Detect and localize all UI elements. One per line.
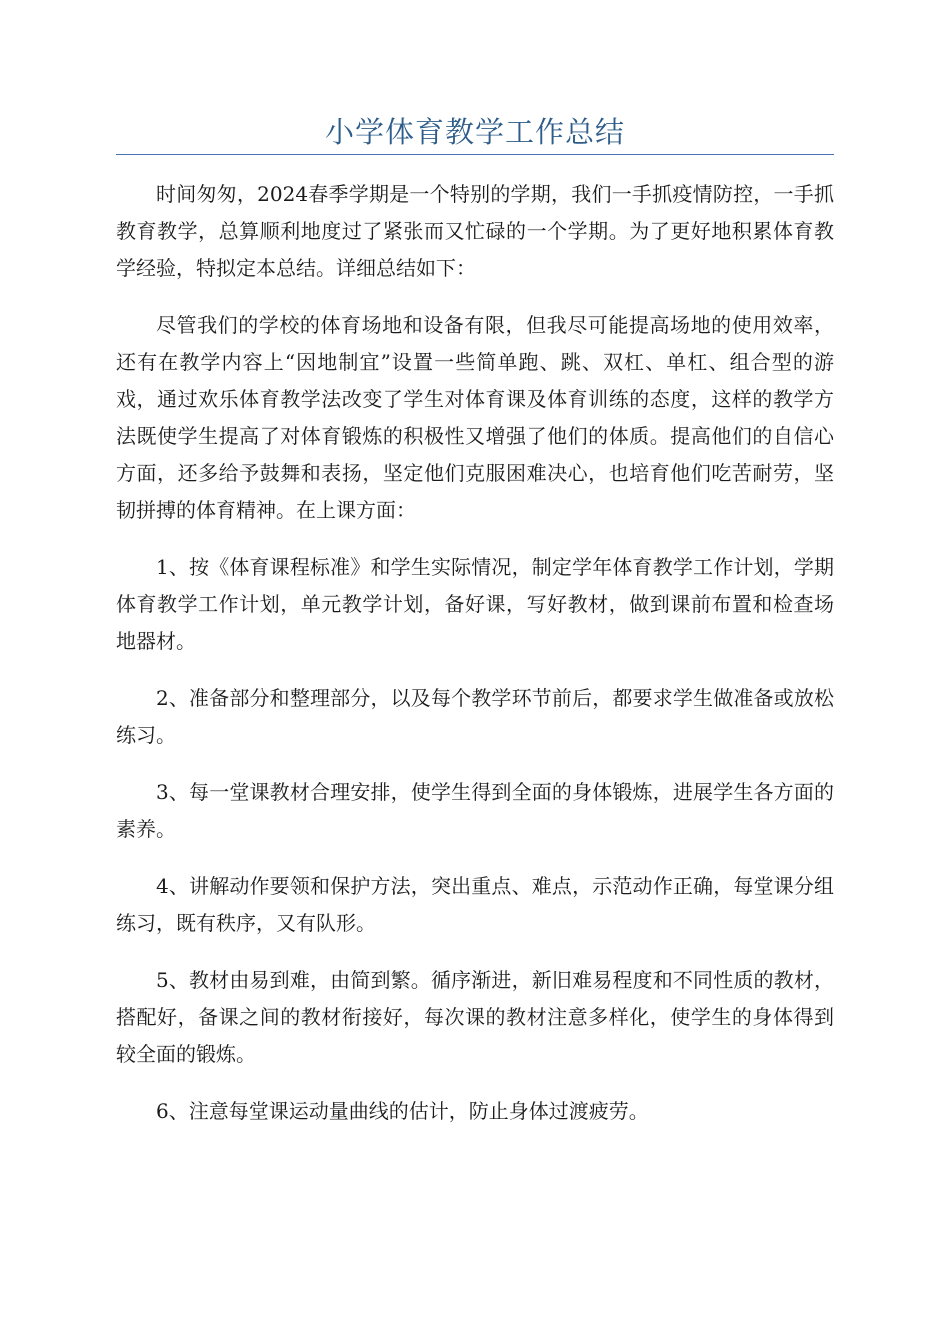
paragraph-item-4: 4、讲解动作要领和保护方法，突出重点、难点，示范动作正确，每堂课分组练习，既有秩序，又有队形。 <box>116 874 834 935</box>
paragraph-intro: 时间匆匆，2024春季学期是一个特别的学期，我们一手抓疫情防控，一手抓教育教学，总算顺利地度过了紧张而又忙碌的一个学期。为了更好地积累体育教学经验，特拟定本总结。详细总结如下： <box>116 182 834 280</box>
document-body <box>116 176 834 1150</box>
paragraph-item-1: 1、按《体育课程标准》和学生实际情况，制定学年体育教学工作计划，学期体育教学工作计划，单元教学计划，备好课，写好教材，做到课前布置和检查场地器材。 <box>116 555 834 653</box>
paragraph-item-2: 2、准备部分和整理部分，以及每个教学环节前后，都要求学生做准备或放松练习。 <box>116 686 834 747</box>
paragraph-item-6: 6、注意每堂课运动量曲线的估计，防止身体过渡疲劳。 <box>156 1099 649 1123</box>
title-underline <box>116 154 834 155</box>
paragraph-item-3: 3、每一堂课教材合理安排，使学生得到全面的身体锻炼，进展学生各方面的素养。 <box>116 780 834 841</box>
document-title: 小学体育教学工作总结 <box>324 115 625 149</box>
paragraph-item-5: 5、教材由易到难，由简到繁。循序渐进，新旧难易程度和不同性质的教材，搭配好，备课之间的教材衔接好，每次课的教材注意多样化，使学生的身体得到较全面的锻炼。 <box>116 968 834 1066</box>
paragraph-facilities: 尽管我们的学校的体育场地和设备有限，但我尽可能提高场地的使用效率，还有在教学内容上“因地制宜”设置一些简单跑、跳、双杠、单杠、组合型的游戏，通过欢乐体育教学法改变了学生对体育课及体育训练的态度，这样的教学方法既使学生提高了对体育锻炼的积极性又增强了他们的体质。提高他们的自信心方面，还多给予鼓舞和表扬，坚定他们克服困难决心，也培育他们吃苦耐劳，坚韧拼搏的体育精神。在上课方面： <box>116 313 834 522</box>
